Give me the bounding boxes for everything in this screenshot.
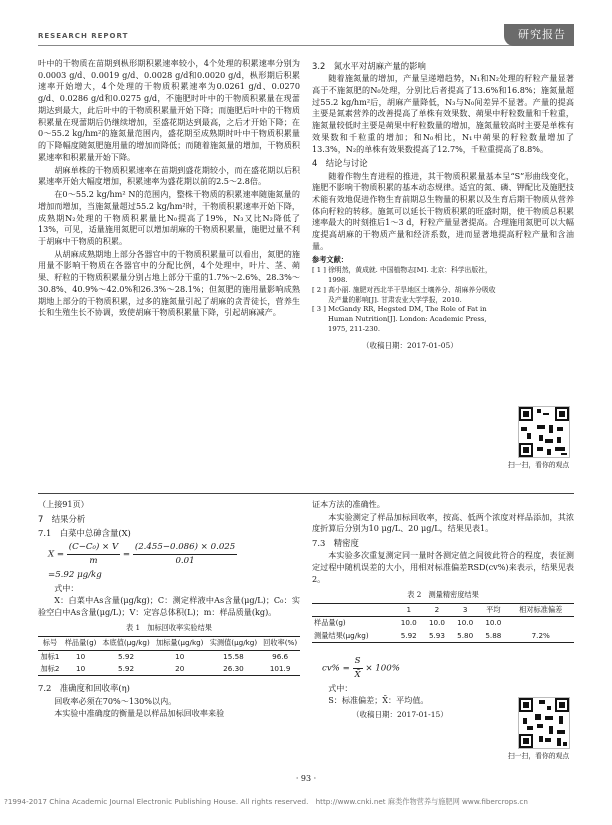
col-header: 加标量(μg/kg) <box>153 637 207 650</box>
where-label: 式中： <box>54 583 79 594</box>
col-header <box>312 604 395 617</box>
col-header: 3 <box>451 604 479 617</box>
reference-item: [ 3 ] McGandy RR, Hegsted DM, The Role of Fat in Human Nutrition[J]. London: Academic Press, 1975, 211-230. <box>312 305 487 334</box>
section-tab: 研究报告 <box>504 24 574 46</box>
paragraph: 回收率必须在70%～130%以内。 <box>54 695 177 706</box>
qr-caption: 扫一扫，看你的观点 <box>508 461 570 469</box>
running-header <box>38 28 574 46</box>
section-heading-3-2: 3.2 氮水平对胡麻产量的影响 <box>312 61 426 71</box>
paragraph: 随着施氮量的增加，产量呈递增趋势，N₁和N₂处理的籽粒产量显著高于不施氮肥的N₀处理，分别比后者提高了13.6%和16.8%；施氮量超过55.2 kg/hm²后，胡麻产量降低，N₃与N₀间差异不显著。产量的提高主要是氮素营养的改善提高了单株有效果数、蒴果中籽粒数量和千粒重，施氮量较低时主要是蒴果中籽粒数量的增加，施氮量较高时主要是单株有效果数和千粒重的增加；和N₀相比，N₁中蒴果的籽粒数量增加了13.3%，N₂的单株有效果数提高了12.7%，千粒重提高了8.8%。 <box>312 73 574 154</box>
page-number: · 93 · <box>295 774 317 783</box>
table-2-title: 表 2 测量精密度结果 <box>407 589 479 599</box>
qr-code-icon[interactable] <box>518 697 570 749</box>
top-left-column <box>38 58 300 320</box>
table-row: 加标1 10 5.92 10 15.58 96.6 <box>40 651 289 661</box>
references-title: 参考文献： <box>312 254 348 264</box>
paragraph: 本实验中准确度的衡量是以样品加标回收率来验 <box>54 708 225 719</box>
paragraph: 本实验多次重复测定同一量时各测定值之间彼此符合的程度，表征测定过程中随机误差的大小，用相对标准偏差RSD(cv%)来表示，结果见表2。 <box>312 550 574 584</box>
section-heading-7-3: 7.3 精密度 <box>312 538 359 549</box>
section-heading-7-1: 7.1 白菜中总砷含量(X) <box>38 527 131 538</box>
section-heading-7: 7 结果分析 <box>38 513 86 524</box>
table-header-row <box>38 637 300 650</box>
bottom-right-column <box>312 499 574 721</box>
continued-note: （上接91页） <box>38 499 89 509</box>
col-header: 本底值(μg/kg) <box>99 637 153 650</box>
paragraph: 证本方法的准确性。 <box>312 499 385 509</box>
col-header: 实测值(μg/kg) <box>207 637 261 650</box>
copyright-footer: ?1994-2017 China Academic Journal Electronic Publishing House. All rights reserved. http://www.cnki.net 麻类作物营养与施肥网 www.fibercrops.cn <box>4 797 528 806</box>
table-header-row <box>312 604 574 617</box>
paragraph: 在0～55.2 kg/hm² N的范围内，整株干物质的积累速率随施氮量的增加而增加，当施氮量超过55.2 kg/hm²时，干物质积累速率开始下降，成熟期N₂处理的干物质积累量比N₀提高了19%，N₃又比N₂降低了13%，可见，适量施用氮肥可以增加胡麻的干物质积累量，施肥过量不利于胡麻中干物质的积累。 <box>38 189 300 247</box>
table-1-recovery <box>38 636 300 676</box>
paragraph: 叶中的干物质在苗期到枞形期积累速率较小，4个处理的积累速率分别为0.0003 g/d、0.0019 g/d、0.0028 g/d和0.0020 g/d，枞形期后积累速率开始增大，4个处理的干物质积累速率为0.0261 g/d、0.0270 g/d、0.0286 g/d和0.0275 g/d，不施肥时叶中的干物质积累量在现蕾期达到最大，此后叶中的干物质积累量开始下降；而施肥后叶中的干物质积累量在现蕾期后仍继续增加，至盛花期达到最高，之后才开始下降；在0～55.2 kg/hm²的施氮量范围内，盛花期至成熟期时叶中干物质积累量的下降幅度随氮肥施用量的增加而降低；而随着施氮量的增加，干物质积累速率和积累量开始下降。 <box>38 58 300 162</box>
col-header: 回收率(%) <box>260 637 300 650</box>
col-header: 样品量(g) <box>62 637 99 650</box>
col-header: 平均 <box>479 604 507 617</box>
formula-result: =5.92 μg/kg <box>48 570 102 581</box>
table-row: 样品量(g) 10.0 10.0 10.0 10.0 <box>314 618 502 628</box>
qr-code-icon[interactable] <box>518 406 570 458</box>
paragraph: 从胡麻成熟期地上部分各器官中的干物质积累量可以看出，氮肥的施用量不影响干物质在各器官中的分配比例，4个处理中，叶片、茎、蒴果、籽粒的干物质积累量分别占地上部分干重的1.7%～2.6%、28.3%～30.8%、40.9%～42.0%和26.3%～28.1%；但氮肥的施用量影响成熟期地上部分的干物质积累，过多的施氮量引起了胡麻的贪青徒长，营养生长和生殖生长不协调，致使胡麻干物质积累量下降，引起胡麻减产。 <box>38 248 300 318</box>
references <box>312 255 502 352</box>
top-right-column <box>312 58 574 352</box>
paragraph: 胡麻单株的干物质积累速率在苗期到盛花期较小，而在盛花期以后积累速率开始大幅度增加，积累速率为盛花期以前的2.5～2.8倍。 <box>38 164 300 187</box>
arsenic-formula: X = $\frac{\text{(C−C₀) × V}}{m}$ = $\frac{(2.455-0.086) \times 0.025}{0.01}$ <box>48 542 236 566</box>
received-date: （收稿日期：2017-01-05） <box>362 341 458 350</box>
section-heading-7-2: 7.2 准确度和回收率(η) <box>38 683 130 694</box>
paragraph: 随着作物生育进程的推进，其干物质积累量基本呈“S”形曲线变化，施肥不影响干物质积累的基本动态规律。适宜的氮、磷、钾配比及施肥技术能有效地促进作物生育前期总生物量的积累以及生育后期干物质从营养体向籽粒的转移。施氮可以延长干物质积累的旺盛时期，使干物质总积累速率最大的时刻推后1～3 d，籽粒产量显著提高。合理施用氮肥可以大幅度提高胡麻的干物质产量和经济系数，进而显著地提高籽粒产量和含油量。 <box>312 170 574 251</box>
where-definitions: S：标准偏差；X̄：平均值。 <box>328 694 429 705</box>
table-2-precision <box>312 603 574 643</box>
col-header: 2 <box>423 604 451 617</box>
bottom-left-column <box>38 499 300 721</box>
reference-item: [ 1 ] 徐明然，黄成就. 中国植物志[M]. 北京：科学出版社，1998. <box>312 266 492 284</box>
where-label: 式中： <box>328 683 353 694</box>
table-1-title: 表 1 加标回收率实验结果 <box>126 622 212 632</box>
col-header: 1 <box>395 604 423 617</box>
cv-formula: cv% = $\frac{S}{X̄}$ × 100% <box>322 656 400 680</box>
paragraph: 本实验测定了样品加标回收率，按高、低两个浓度对样品添加，其浓度折算后分别为10 μg/L、20 μg/L，结果见表1。 <box>312 511 574 534</box>
col-header: 相对标准偏差 <box>507 604 574 617</box>
section-heading-4: 4 结论与讨论 <box>312 158 368 169</box>
where-definitions: X：白菜中As含量(μg/kg)；C：测定样液中As含量(μg/L)；C₀：实验空白中As含量(μg/L)；V：定容总体积(L)；m：样品质量(kg)。 <box>38 595 300 617</box>
table-row: 加标2 10 5.92 20 26.30 101.9 <box>38 663 300 676</box>
reference-item: [ 2 ] 高小丽. 施肥对西北半干旱地区土壤养分、胡麻养分吸收及产量的影响[J]. 甘肃农业大学学报，2010. <box>312 285 496 304</box>
table-row: 测量结果(μg/kg) 5.92 5.93 5.80 5.88 7.2% <box>312 630 574 643</box>
received-date: （收稿日期：2017-01-15） <box>352 709 448 719</box>
col-header: 标号 <box>38 637 62 650</box>
section-divider <box>38 493 574 494</box>
qr-caption: 扫一扫，看你的观点 <box>508 752 570 760</box>
journal-label: RESEARCH REPORT <box>38 32 129 40</box>
cv-block <box>312 655 502 720</box>
